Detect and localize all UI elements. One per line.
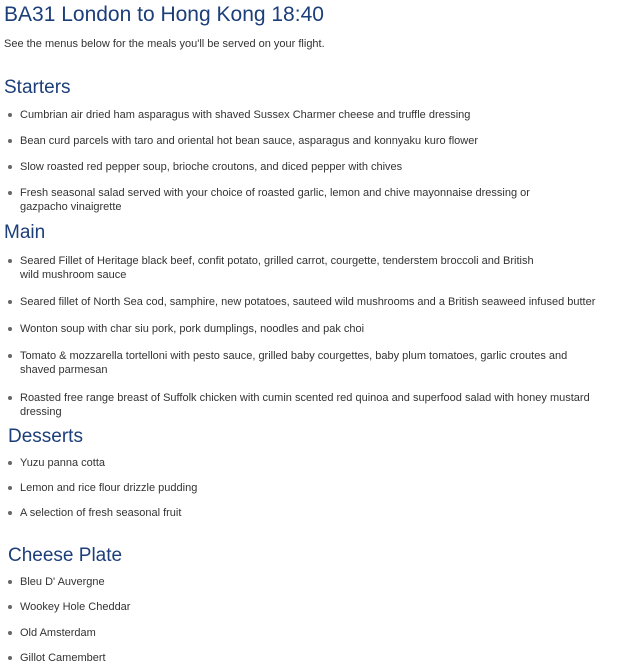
list-item: Wookey Hole Cheddar <box>5 600 130 614</box>
list-item: Roasted free range breast of Suffolk chicken with cumin scented red quinoa and superfood salad with honey mustard dressing <box>5 391 595 419</box>
list-item: Gillot Camembert <box>5 651 106 665</box>
section-heading-cheese-plate: Cheese Plate <box>8 545 123 566</box>
list-item: Old Amsterdam <box>5 626 96 640</box>
section-heading-starters: Starters <box>4 77 71 98</box>
list-item: Slow roasted red pepper soup, brioche croutons, and diced pepper with chives <box>5 160 402 174</box>
section-heading-main: Main <box>4 222 46 243</box>
intro-text: See the menus below for the meals you'll be served on your flight. <box>4 38 325 50</box>
list-item: A selection of fresh seasonal fruit <box>5 506 181 520</box>
list-item: Cumbrian air dried ham asparagus with shaved Sussex Charmer cheese and truffle dressing <box>5 108 470 122</box>
list-item: Seared Fillet of Heritage black beef, confit potato, grilled carrot, courgette, tenderstem broccoli and British wild mushroom sauce <box>5 254 555 282</box>
section-heading-desserts: Desserts <box>8 426 83 447</box>
list-item: Yuzu panna cotta <box>5 456 105 470</box>
list-item: Fresh seasonal salad served with your choice of roasted garlic, lemon and chive mayonnaise dressing or gazpacho vinaigrette <box>5 186 575 214</box>
list-item: Bleu D' Auvergne <box>5 575 105 589</box>
list-item: Tomato & mozzarella tortelloni with pesto sauce, grilled baby courgettes, baby plum tomatoes, garlic croutes and shaved parmesan <box>5 349 605 377</box>
list-item: Bean curd parcels with taro and oriental hot bean sauce, asparagus and konnyaku kuro flower <box>5 134 478 148</box>
list-item: Wonton soup with char siu pork, pork dumplings, noodles and pak choi <box>5 322 364 336</box>
list-item: Seared fillet of North Sea cod, samphire, new potatoes, sauteed wild mushrooms and a British seaweed infused butter <box>5 295 595 309</box>
list-item: Lemon and rice flour drizzle pudding <box>5 481 197 495</box>
page-title: BA31 London to Hong Kong 18:40 <box>4 3 324 26</box>
